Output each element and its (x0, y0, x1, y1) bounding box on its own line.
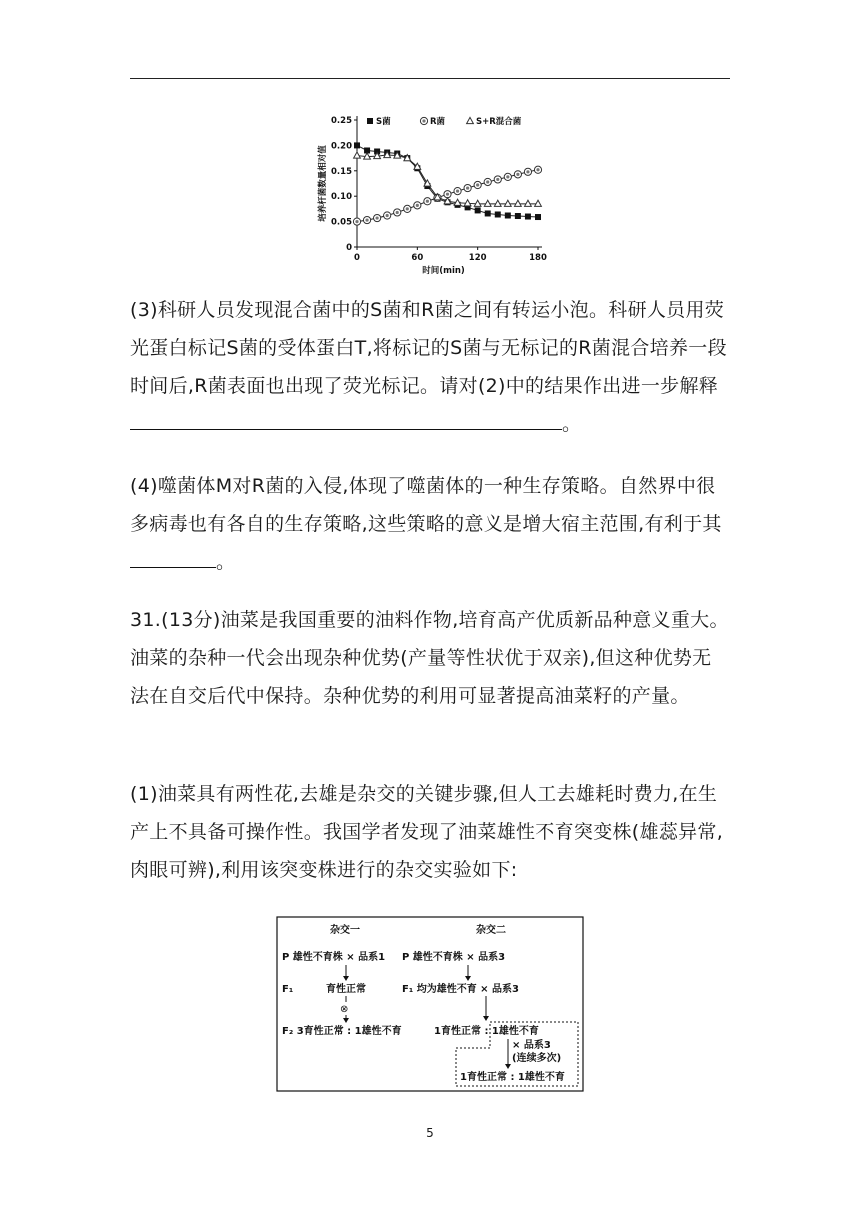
paragraph-q3 (130, 291, 730, 443)
header-rule (130, 78, 730, 79)
series-2-point-inner (355, 220, 358, 223)
series-2-point-inner (406, 207, 409, 210)
cross-diagram-svg (276, 916, 584, 1092)
cross2-arrowhead-1 (465, 976, 471, 981)
cross2-arrowhead-2 (483, 1016, 489, 1021)
cross1-f1: 育性正常 (326, 984, 366, 995)
x-tick-label: 60 (411, 253, 424, 263)
legend-label-2: R菌 (430, 117, 446, 127)
paragraph-q31: 31.(13分)油菜是我国重要的油料作物,培育高产优质新品种意义重大。油菜的杂种一代会出现杂种优势(产量等性状优于双亲),但这种优势无法在自交后代中保持。杂种优势的利用可显著提高油菜籽的产量。 (130, 609, 729, 707)
legend-label-1: S菌 (376, 117, 391, 127)
series-2-point-inner (476, 183, 479, 186)
series-2-point-inner (516, 173, 519, 176)
cross2-f1: F₁ 均为雄性不育 × 品系3 (402, 984, 519, 995)
bacteria-chart (310, 108, 560, 278)
cross2-parents: P 雄性不育株 × 品系3 (402, 952, 506, 963)
cross2-arrowhead-3 (505, 1064, 511, 1069)
series-2-point-inner (426, 200, 429, 203)
cross-diagram (276, 916, 584, 1092)
legend-marker-2-inner (422, 119, 425, 122)
cross2-next-gen: 1育性正常 : 1雄性不育 (434, 1026, 539, 1037)
cross2-repeat: (连续多次) (512, 1053, 562, 1064)
series-1-point (495, 211, 501, 217)
series-2-point-inner (486, 180, 489, 183)
series-1-point (485, 210, 491, 216)
series-2-point-inner (446, 193, 449, 196)
series-1-point (535, 214, 541, 220)
series-2-point-inner (365, 218, 368, 221)
cross1-f1-label: F₁ (282, 984, 294, 995)
paragraph-q31-1: (1)油菜具有两性花,去雄是杂交的关键步骤,但人工去雄耗时费力,在生产上不具备可操作性。我国学者发现了油菜雄性不育突变株(雄蕊异常,肉眼可辨),利用该突变株进行的杂交实验如下: (130, 783, 724, 881)
series-1-point (515, 213, 521, 219)
legend-marker-3 (467, 117, 474, 123)
q4-answer-blank[interactable] (130, 545, 216, 568)
series-2-point-inner (506, 175, 509, 178)
y-tick-label: 0.05 (331, 217, 352, 228)
chart-svg (310, 108, 560, 278)
series-2-point-inner (456, 190, 459, 193)
series-1-point (475, 207, 481, 213)
legend-label-3: S+R混合菌 (476, 117, 522, 127)
x-tick-label: 0 (354, 253, 360, 263)
y-tick-label: 0 (346, 243, 352, 253)
q4-end: 。 (216, 551, 236, 573)
q4-text: (4)噬菌体M对R菌的入侵,体现了噬菌体的一种生存策略。自然界中很多病毒也有各自的生存策略,这些策略的意义是增大宿主范围,有利于其 (130, 475, 722, 535)
series-3-point (354, 152, 361, 158)
series-2-point-inner (416, 204, 419, 207)
series-2-point-inner (466, 186, 469, 189)
y-tick-label: 0.20 (331, 141, 352, 152)
cross2-title: 杂交二 (476, 925, 506, 936)
q3-text: (3)科研人员发现混合菌中的S菌和R菌之间有转运小泡。科研人员用荧光蛋白标记S菌的受体蛋白T,将标记的S菌与无标记的R菌混合培养一段时间后,R菌表面也出现了荧光标记。请对(2)中的结果作出进一步解释 (130, 299, 727, 397)
diagram-border (277, 917, 583, 1091)
self-cross-icon: ⊗ (340, 1004, 349, 1015)
y-tick-label: 0.25 (331, 116, 352, 126)
series-2-point-inner (386, 214, 389, 217)
cross1-f2: F₂ 3育性正常 : 1雄性不育 (282, 1026, 402, 1037)
q3-answer-blank[interactable] (130, 407, 562, 430)
series-1-point (505, 213, 511, 219)
series-2-point-inner (536, 168, 539, 171)
page-number: 5 (426, 1126, 434, 1140)
series-2-point-inner (526, 170, 529, 173)
y-tick-label: 0.10 (331, 192, 352, 203)
legend-marker-1 (367, 118, 373, 124)
cross2-backcross: × 品系3 (512, 1040, 551, 1051)
cross2-result: 1育性正常 : 1雄性不育 (460, 1072, 565, 1083)
cross1-title: 杂交一 (330, 925, 360, 936)
x-tick-label: 120 (468, 253, 487, 263)
cross1-arrowhead-1 (343, 976, 349, 981)
series-1-point (354, 142, 360, 148)
y-axis-label: 培养杆菌数量相对值 (318, 145, 328, 222)
y-tick-label: 0.15 (331, 166, 352, 177)
series-2-point-inner (376, 216, 379, 219)
cross1-arrowhead-2 (343, 1018, 349, 1023)
series-2-point-inner (396, 211, 399, 214)
paragraph-q4 (130, 467, 730, 581)
x-tick-label: 180 (529, 253, 547, 263)
series-1-point (525, 214, 531, 220)
cross1-parents: P 雄性不育株 × 品系1 (282, 952, 386, 963)
q3-end: 。 (562, 413, 582, 435)
x-axis-label: 时间(min) (422, 266, 465, 276)
series-2-point-inner (496, 178, 499, 181)
